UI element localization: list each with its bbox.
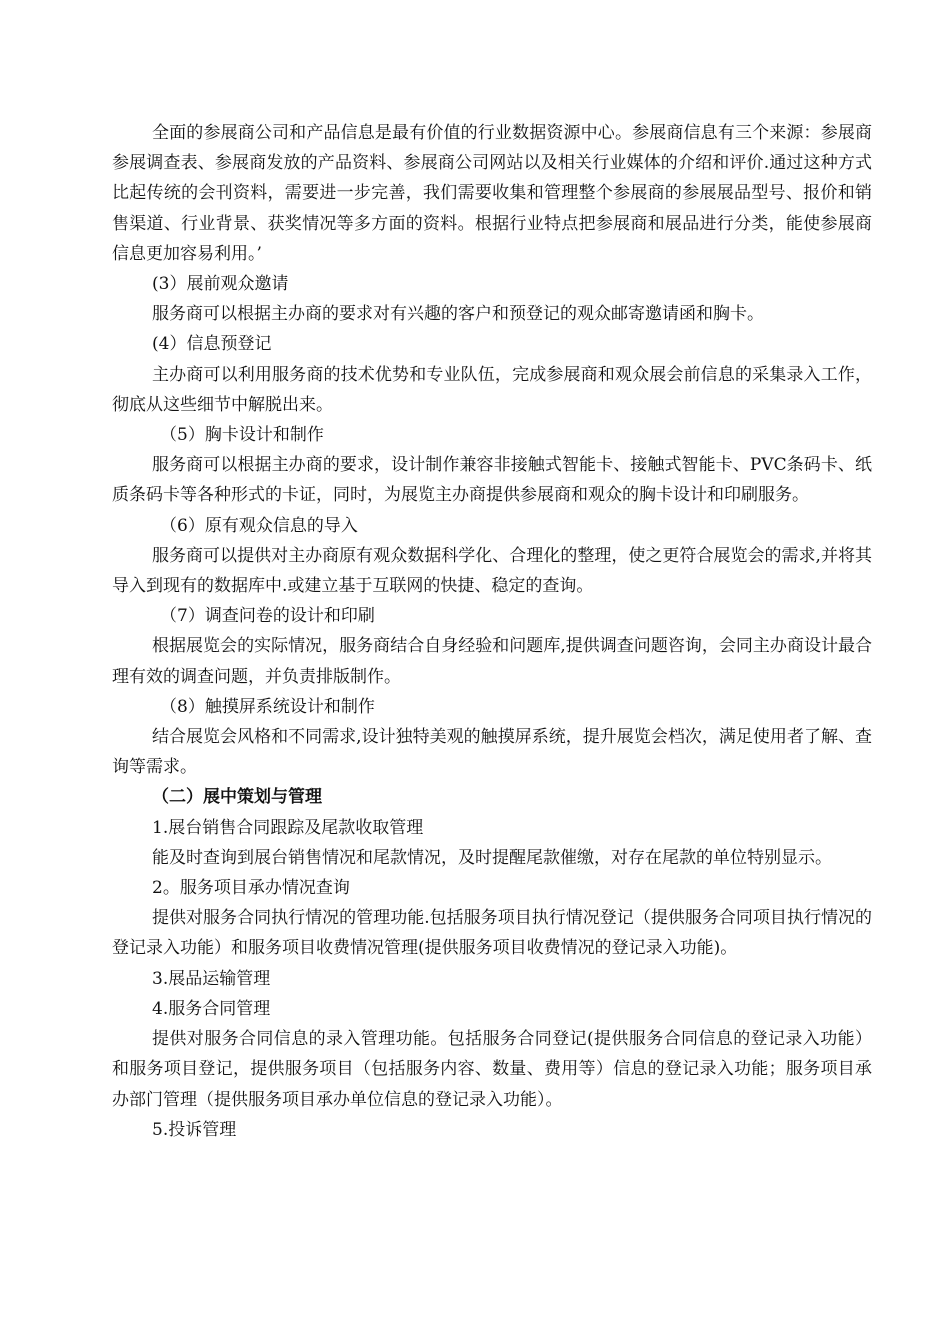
paragraph-badge-design: 服务商可以根据主办商的要求，设计制作兼容非接触式智能卡、接触式智能卡、PVC条码卡、纸质条码卡等各种形式的卡证，同时，为展览主办商提供参展商和观众的胸卡设计和印刷服务。 [112,455,872,506]
heading-booth-contract: 1.展台销售合同跟踪及尾款收取管理 [152,817,424,838]
heading-complaints: 5.投诉管理 [152,1119,237,1140]
heading-badge-design: （5）胸卡设计和制作 [160,425,324,446]
paragraph-survey-design: 根据展览会的实际情况，服务商结合自身经验和问题库,提供调查问题咨询，会同主办商设计最合理有效的调查问题，并负责排版制作。 [112,636,872,687]
paragraph-visitor-import: 服务商可以提供对主办商原有观众数据科学化、合理化的整理，使之更符合展览会的需求,并将其导入到现有的数据库中.或建立基于互联网的快捷、稳定的查询。 [112,545,872,597]
heading-transport: 3.展品运输管理 [152,968,271,989]
heading-visitor-invitation: (3）展前观众邀请 [152,274,289,295]
paragraph-touchscreen: 结合展览会风格和不同需求,设计独特美观的触摸屏系统，提升展览会档次，满足使用者了解、查询等需求。 [112,727,872,778]
paragraph-pre-registration: 主办商可以利用服务商的技术优势和专业队伍，完成参展商和观众展会前信息的采集录入工作，彻底从这些细节中解脱出来。 [112,364,872,415]
heading-service-query: 2。服务项目承办情况查询 [152,878,350,899]
heading-visitor-import: （6）原有观众信息的导入 [160,515,358,536]
heading-service-contract: 4.服务合同管理 [152,998,271,1019]
paragraph-service-contract: 提供对服务合同信息的录入管理功能。包括服务合同登记(提供服务合同信息的登记录入功能）和服务项目登记，提供服务项目（包括服务内容、数量、费用等）信息的登记录入功能；服务项目承办部门管理（提供服务项目承办单位信息的登记录入功能）。 [112,1029,872,1110]
document-body [112,118,872,1145]
heading-survey-design: （7）调查问卷的设计和印刷 [160,606,375,627]
paragraph-booth-contract: 能及时查询到展台销售情况和尾款情况，及时提醒尾款催缴，对存在尾款的单位特别显示。 [152,847,832,868]
section-heading-in-show: （二）展中策划与管理 [152,787,322,808]
heading-touchscreen: （8）触摸屏系统设计和制作 [160,696,375,717]
heading-pre-registration: (4）信息预登记 [152,334,272,355]
paragraph-service-query: 提供对服务合同执行情况的管理功能.包括服务项目执行情况登记（提供服务合同项目执行情况的登记录入功能）和服务项目收费情况管理(提供服务项目收费情况的登记录入功能)。 [112,908,872,959]
paragraph-visitor-invitation: 服务商可以根据主办商的要求对有兴趣的客户和预登记的观众邮寄邀请函和胸卡。 [152,304,764,325]
paragraph-exhibitor-info: 全面的参展商公司和产品信息是最有价值的行业数据资源中心。参展商信息有三个来源：参展商参展调查表、参展商发放的产品资料、参展商公司网站以及相关行业媒体的介绍和评价.通过这种方式比起传统的会刊资料，需要进一步完善，我们需要收集和管理整个参展商的参展展品型号、报价和销售渠道、行业背景、获奖情况等多方面的资料。根据行业特点把参展商和展品进行分类，能使参展商信息更加容易利用。’ [112,123,872,264]
